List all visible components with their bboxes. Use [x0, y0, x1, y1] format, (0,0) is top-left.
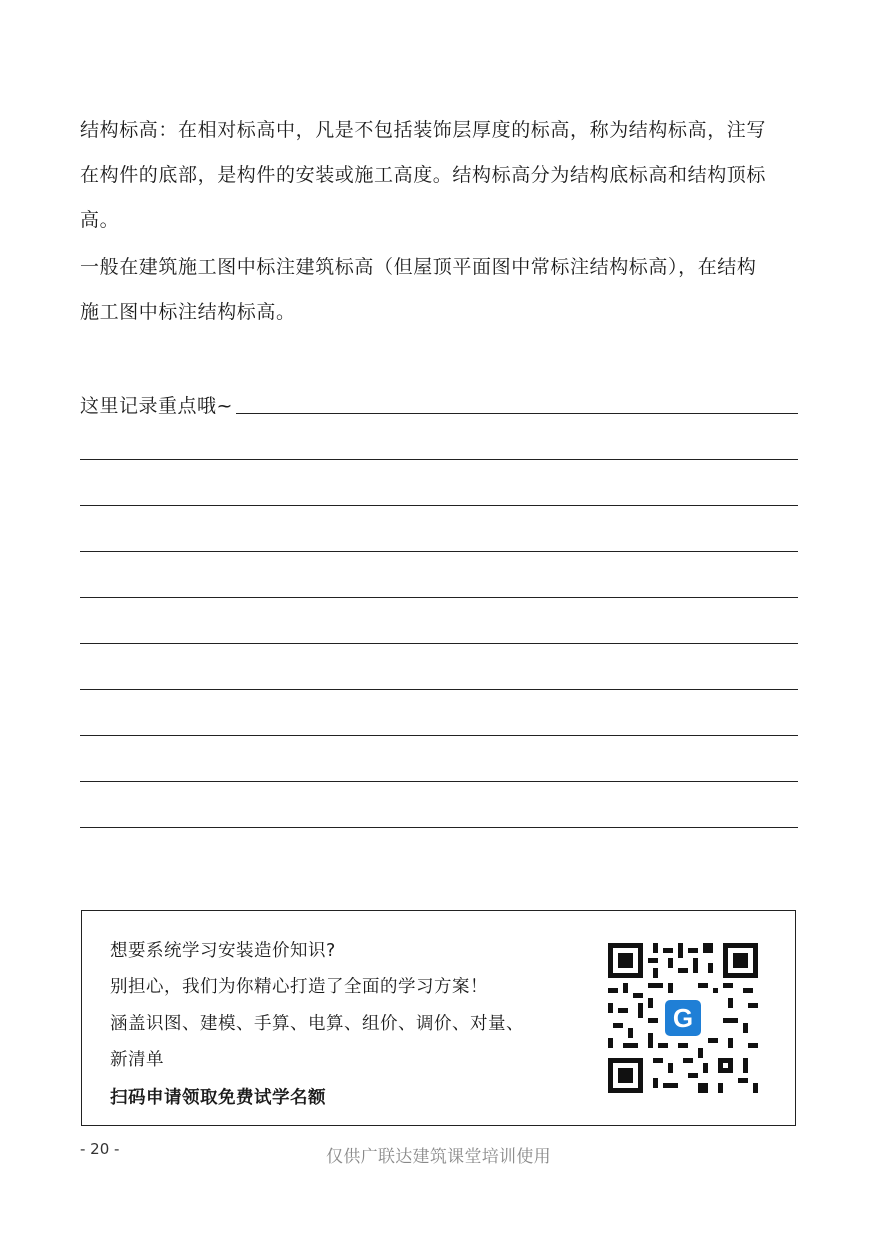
promo-line: 涵盖识图、建模、手算、电算、组价、调价、对量、: [110, 1014, 524, 1034]
note-blank-line: [80, 551, 798, 552]
promo-line: 想要系统学习安装造价知识?: [110, 941, 336, 961]
paragraph-line: 结构标高：在相对标高中，凡是不包括装饰层厚度的标高，称为结构标高，注写: [80, 119, 767, 141]
note-blank-line: [80, 643, 798, 644]
qr-logo-letter: G: [672, 1003, 694, 1033]
note-blank-line: [236, 413, 798, 414]
paragraph-line: 施工图中标注结构标高。: [80, 301, 296, 323]
promo-line: 别担心，我们为你精心打造了全面的学习方案！: [110, 977, 488, 997]
page-number: - 20 -: [80, 1140, 120, 1158]
promo-box: [81, 910, 796, 1126]
paragraph-structure-elevation: [80, 108, 800, 243]
note-blank-line: [80, 689, 798, 690]
notes-label: 这里记录重点哦~: [80, 395, 233, 417]
note-blank-line: [80, 597, 798, 598]
qr-code[interactable]: [608, 943, 758, 1093]
note-blank-line: [80, 781, 798, 782]
note-blank-line: [80, 735, 798, 736]
note-blank-line: [80, 827, 798, 828]
paragraph-annotation-rule: [80, 245, 800, 335]
note-blank-line: [80, 459, 798, 460]
paragraph-line: 一般在建筑施工图中标注建筑标高（但屋顶平面图中常标注结构标高），在结构: [80, 256, 757, 278]
promo-cta: 扫码申请领取免费试学名额: [110, 1088, 326, 1108]
promo-line: 新清单: [110, 1050, 164, 1070]
note-blank-line: [80, 505, 798, 506]
paragraph-line: 在构件的底部，是构件的安装或施工高度。结构标高分为结构底标高和结构顶标: [80, 164, 767, 186]
paragraph-line: 高。: [80, 209, 120, 231]
footer-watermark: 仅供广联达建筑课堂培训使用: [326, 1147, 551, 1167]
